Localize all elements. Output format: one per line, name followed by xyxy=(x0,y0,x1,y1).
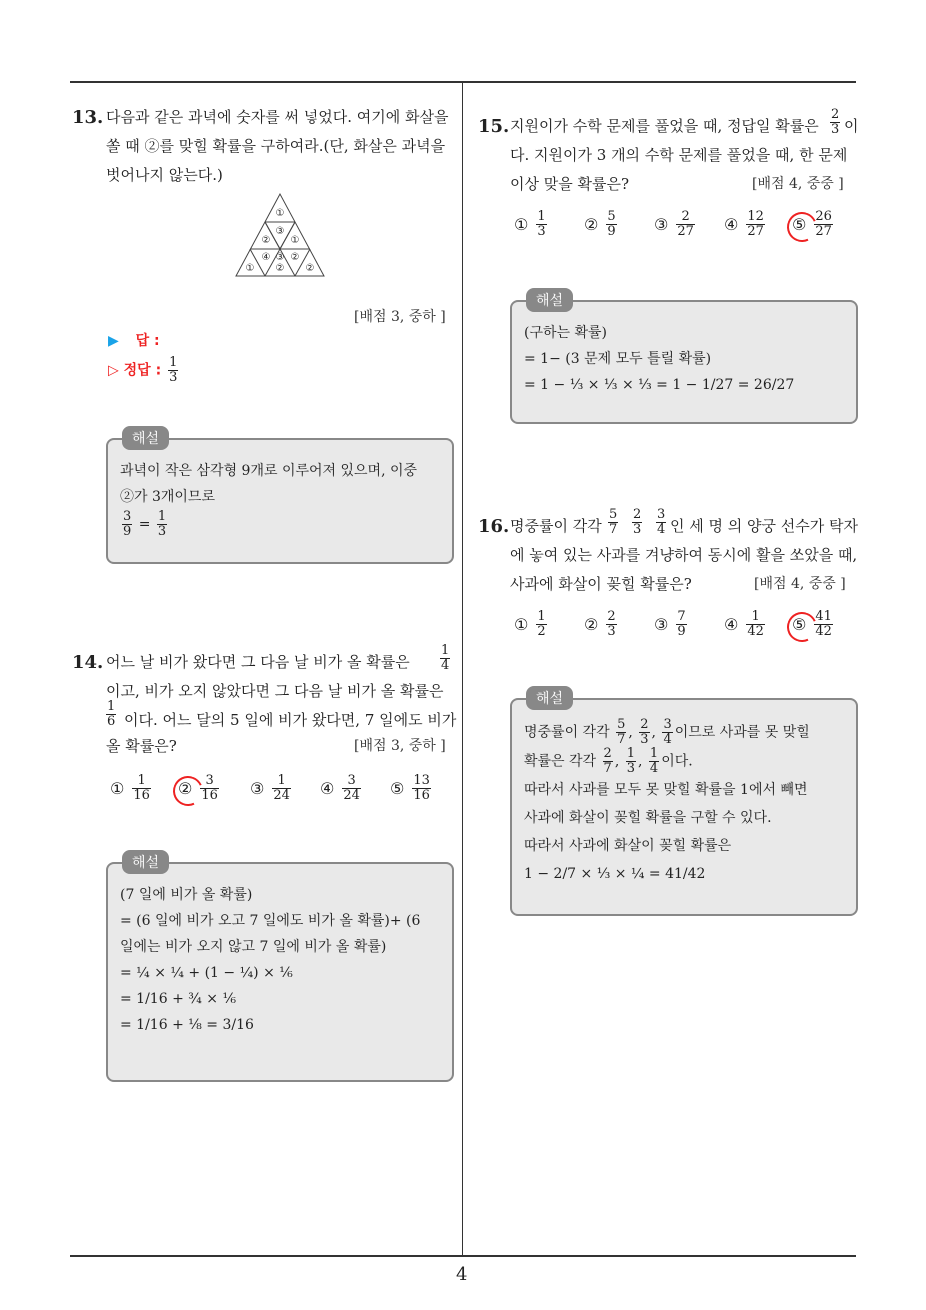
explanation-equation: = 1/16 + ⅛ = 3/16 xyxy=(120,1017,254,1033)
choice-1[interactable]: ① $\frac{1}{16}$ xyxy=(110,773,150,803)
question-text-line: 쏠 때 ②를 맞힐 확률을 구하여라.(단, 화살은 과녁을 xyxy=(106,137,446,155)
choice-3[interactable]: ③ $\frac{7}{9}$ xyxy=(654,609,686,639)
explanation-line: (7 일에 비가 올 확률) xyxy=(120,887,253,903)
column-divider xyxy=(462,81,463,1256)
fraction: $\frac{1}{6}$ xyxy=(107,699,116,729)
explanation-line: (구하는 확률) xyxy=(524,325,607,341)
explanation-line: 확률은 각각 $\frac{2}{7}$ , $\frac{1}{3}$ , $\frac{1}{4}$ 이다. xyxy=(524,746,693,776)
triangle-label: ② xyxy=(275,263,285,274)
explanation-equation: 1 − 2/7 × ⅓ × ¼ = 41/42 xyxy=(524,866,706,882)
explanation-box-14 xyxy=(106,855,454,1082)
question-text-line: 이다. 어느 달의 5 일에 비가 왔다면, 7 일에도 비가 xyxy=(124,711,457,729)
choice-2[interactable]: ② $\frac{3}{16}$ xyxy=(178,774,221,803)
triangle-label: ④ xyxy=(261,252,271,263)
explanation-line: 사과에 화살이 꽂힐 확률을 구할 수 있다. xyxy=(524,810,772,826)
question-number: 14. xyxy=(72,652,104,673)
explanation-line: 일에는 비가 오지 않고 7 일에 비가 올 확률) xyxy=(120,939,387,955)
triangle-label: ② xyxy=(290,252,300,263)
fraction: $\frac{2}{3}$ xyxy=(633,507,642,537)
question-text-tail: 이 xyxy=(844,117,859,135)
question-15 xyxy=(478,107,863,202)
top-rule xyxy=(70,81,856,83)
triangle-label: ① xyxy=(245,263,255,274)
correct-fraction: $\frac{1}{3}$ xyxy=(169,355,178,385)
question-text-line: 다음과 같은 과녁에 숫자를 써 넣었다. 여기에 화살을 xyxy=(106,108,449,126)
question-text-line: 다. 지원이가 3 개의 수학 문제를 풀었을 때, 한 문제 xyxy=(510,146,848,164)
choice-5[interactable]: ⑤ $\frac{13}{16}$ xyxy=(390,773,430,803)
explanation-line: 따라서 사과에 화살이 꽂힐 확률은 xyxy=(524,838,732,854)
explanation-line: 과녁이 작은 삼각형 9개로 이루어져 있으며, 이중 xyxy=(120,463,418,479)
fraction: $\frac{1}{4}$ xyxy=(441,643,450,673)
outline-play-icon: ▷ xyxy=(108,362,119,379)
explanation-line: = 1− (3 문제 모두 틀릴 확률) xyxy=(524,351,712,367)
explanation-box-16 xyxy=(510,691,858,916)
question-text-line: 에 놓여 있는 사과를 겨냥하여 동시에 활을 쏘았을 때, xyxy=(510,546,858,564)
explanation-box-15 xyxy=(510,293,858,424)
explanation-tag: 해설 xyxy=(122,426,169,450)
question-16 xyxy=(478,507,863,602)
choice-3[interactable]: ③ $\frac{2}{27}$ xyxy=(654,209,694,239)
question-text-line: 명중률이 각각 xyxy=(510,517,602,535)
question-text-line: 어느 날 비가 왔다면 그 다음 날 비가 올 확률은 xyxy=(106,653,410,671)
question-text-line: 벗어나지 않는다.) xyxy=(106,166,223,184)
explanation-equation: = 1 − ⅓ × ⅓ × ⅓ = 1 − 1/27 = 26/27 xyxy=(524,377,795,393)
choice-2[interactable]: ② $\frac{2}{3}$ xyxy=(584,609,616,639)
target-triangle-diagram xyxy=(234,192,326,278)
answer-label: 답 : xyxy=(135,333,160,349)
explanation-box-13 xyxy=(106,431,454,564)
explanation-tag: 해설 xyxy=(526,288,573,312)
explanation-line: = (6 일에 비가 오고 7 일에도 비가 올 확률)+ (6 xyxy=(120,913,421,929)
fraction: $\frac{3}{4}$ xyxy=(657,507,666,537)
question-text-line: 이상 맞을 확률은? xyxy=(510,175,630,193)
question-number: 16. xyxy=(478,516,510,537)
triangle-label: ③ xyxy=(275,226,285,237)
question-text-line: 이고, 비가 오지 않았다면 그 다음 날 비가 올 확률은 xyxy=(106,682,444,700)
question-number: 13. xyxy=(72,107,104,128)
explanation-line: 따라서 사과를 모두 못 맞힐 확률을 1에서 빼면 xyxy=(524,782,808,798)
answer-row xyxy=(108,330,160,350)
explanation-equation: $\frac{3}{9}$ = $\frac{1}{3}$ xyxy=(123,509,167,539)
choice-5[interactable]: ⑤ $\frac{41}{42}$ xyxy=(792,610,835,639)
choice-5[interactable]: ⑤ $\frac{26}{27}$ xyxy=(792,210,835,239)
triangle-label: ① xyxy=(290,235,300,246)
score-meta: [배점 4, 중중 ] xyxy=(754,576,846,592)
play-icon: ▶ xyxy=(108,333,119,349)
question-number: 15. xyxy=(478,116,510,137)
choice-1[interactable]: ① $\frac{1}{3}$ xyxy=(514,209,546,239)
choice-4[interactable]: ④ $\frac{12}{27}$ xyxy=(724,209,764,239)
choice-1[interactable]: ① $\frac{1}{2}$ xyxy=(514,609,546,639)
correct-label: 정답 : xyxy=(123,362,162,379)
question-text-line: 인 세 명 의 양궁 선수가 탁자 xyxy=(670,517,858,535)
explanation-equation: = 1/16 + ¾ × ⅙ xyxy=(120,991,237,1007)
fraction: $\frac{5}{7}$ xyxy=(609,507,618,537)
choice-2[interactable]: ② $\frac{5}{9}$ xyxy=(584,209,616,239)
question-text-line: 사과에 화살이 꽂힐 확률은? xyxy=(510,575,692,593)
triangle-label: ② xyxy=(261,235,271,246)
page-number: 4 xyxy=(456,1264,468,1285)
fraction: $\frac{2}{3}$ xyxy=(831,107,840,137)
choices-14 xyxy=(110,774,450,814)
explanation-line: ②가 3개이므로 xyxy=(120,489,215,505)
explanation-tag: 해설 xyxy=(526,686,573,710)
triangle-label: ② xyxy=(305,263,315,274)
explanation-line: 명중률이 각각 $\frac{5}{7}$ , $\frac{2}{3}$ , $\frac{3}{4}$ 이므로 사과를 못 맞힐 xyxy=(524,717,810,747)
correct-answer-row xyxy=(108,356,180,385)
choice-4[interactable]: ④ $\frac{1}{42}$ xyxy=(724,609,764,639)
explanation-equation: = ¼ × ¼ + (1 − ¼) × ⅙ xyxy=(120,965,293,981)
question-14 xyxy=(72,643,457,758)
choice-3[interactable]: ③ $\frac{1}{24}$ xyxy=(250,773,290,803)
score-meta: [배점 3, 중하 ] xyxy=(354,738,446,754)
question-text-line: 올 확률은? xyxy=(106,737,177,755)
score-meta: [배점 3, 중하 ] xyxy=(354,309,446,325)
choice-4[interactable]: ④ $\frac{3}{24}$ xyxy=(320,773,360,803)
score-meta: [배점 4, 중중 ] xyxy=(752,176,844,192)
choices-16 xyxy=(514,610,854,650)
triangle-label: ① xyxy=(275,208,285,219)
triangle-label: ③ xyxy=(275,252,285,263)
explanation-tag: 해설 xyxy=(122,850,169,874)
choices-15 xyxy=(514,210,854,250)
bottom-rule xyxy=(70,1255,856,1257)
question-text-line: 지원이가 수학 문제를 풀었을 때, 정답일 확률은 xyxy=(510,117,819,135)
